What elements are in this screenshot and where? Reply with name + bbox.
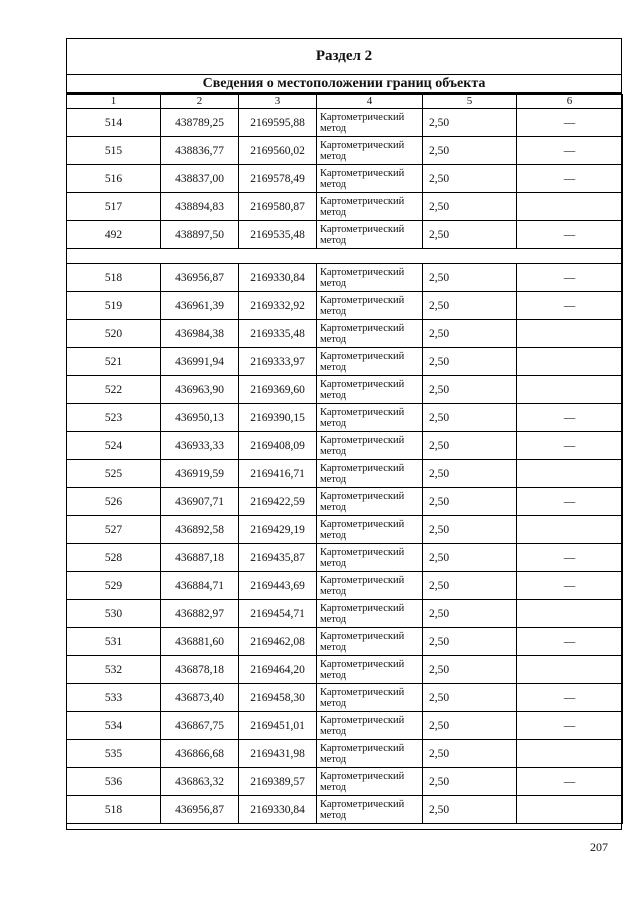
cell-y-coordinate: 2169578,49 xyxy=(239,165,317,193)
cell-y-coordinate: 2169330,84 xyxy=(239,796,317,824)
cell-point-number: 525 xyxy=(67,460,161,488)
cell-x-coordinate: 436907,71 xyxy=(161,488,239,516)
cell-accuracy: 2,50 xyxy=(423,109,517,137)
cell-method: Картометрический метод xyxy=(317,656,423,684)
cell-x-coordinate: 436881,60 xyxy=(161,628,239,656)
cell-note: — xyxy=(517,292,623,320)
cell-method: Картометрический метод xyxy=(317,221,423,249)
section-subtitle: Сведения о местоположении границ объекта xyxy=(66,74,622,94)
cell-y-coordinate: 2169458,30 xyxy=(239,684,317,712)
cell-y-coordinate: 2169390,15 xyxy=(239,404,317,432)
cell-note xyxy=(517,516,623,544)
table-row xyxy=(67,796,623,824)
cell-note xyxy=(517,348,623,376)
cell-y-coordinate: 2169462,08 xyxy=(239,628,317,656)
cell-x-coordinate: 436956,87 xyxy=(161,796,239,824)
table-row xyxy=(67,376,623,404)
cell-y-coordinate: 2169435,87 xyxy=(239,544,317,572)
cell-x-coordinate: 438897,50 xyxy=(161,221,239,249)
cell-x-coordinate: 436956,87 xyxy=(161,264,239,292)
cell-y-coordinate: 2169332,92 xyxy=(239,292,317,320)
cell-note xyxy=(517,376,623,404)
cell-x-coordinate: 438894,83 xyxy=(161,193,239,221)
table-row xyxy=(67,600,623,628)
cell-x-coordinate: 438836,77 xyxy=(161,137,239,165)
cell-point-number: 522 xyxy=(67,376,161,404)
cell-point-number: 523 xyxy=(67,404,161,432)
cell-note xyxy=(517,600,623,628)
cell-point-number: 516 xyxy=(67,165,161,193)
column-header-4: 4 xyxy=(317,95,423,109)
table-row xyxy=(67,320,623,348)
cell-accuracy: 2,50 xyxy=(423,684,517,712)
cell-method: Картометрический метод xyxy=(317,432,423,460)
cell-x-coordinate: 436919,59 xyxy=(161,460,239,488)
cell-accuracy: 2,50 xyxy=(423,376,517,404)
cell-y-coordinate: 2169443,69 xyxy=(239,572,317,600)
cell-method: Картометрический метод xyxy=(317,109,423,137)
cell-method: Картометрический метод xyxy=(317,292,423,320)
cell-y-coordinate: 2169416,71 xyxy=(239,460,317,488)
table-row xyxy=(67,432,623,460)
cell-x-coordinate: 436863,32 xyxy=(161,768,239,796)
cell-accuracy: 2,50 xyxy=(423,544,517,572)
cell-point-number: 492 xyxy=(67,221,161,249)
column-header-1: 1 xyxy=(67,95,161,109)
table-row xyxy=(67,460,623,488)
cell-method: Картометрический метод xyxy=(317,600,423,628)
cell-note: — xyxy=(517,221,623,249)
cell-accuracy: 2,50 xyxy=(423,600,517,628)
cell-note: — xyxy=(517,264,623,292)
cell-accuracy: 2,50 xyxy=(423,221,517,249)
table-row xyxy=(67,165,623,193)
cell-accuracy: 2,50 xyxy=(423,796,517,824)
cell-note: — xyxy=(517,404,623,432)
column-header-2: 2 xyxy=(161,95,239,109)
cell-method: Картометрический метод xyxy=(317,488,423,516)
cell-y-coordinate: 2169560,02 xyxy=(239,137,317,165)
cell-y-coordinate: 2169389,57 xyxy=(239,768,317,796)
cell-accuracy: 2,50 xyxy=(423,628,517,656)
cell-method: Картометрический метод xyxy=(317,165,423,193)
cell-x-coordinate: 436961,39 xyxy=(161,292,239,320)
cell-note: — xyxy=(517,712,623,740)
table-row xyxy=(67,109,623,137)
cell-accuracy: 2,50 xyxy=(423,348,517,376)
cell-method: Картометрический метод xyxy=(317,137,423,165)
cell-method: Картометрический метод xyxy=(317,460,423,488)
cell-note: — xyxy=(517,165,623,193)
cell-accuracy: 2,50 xyxy=(423,712,517,740)
boundary-coordinates-table xyxy=(66,94,623,824)
cell-y-coordinate: 2169431,98 xyxy=(239,740,317,768)
cell-note: — xyxy=(517,109,623,137)
separator-row xyxy=(67,249,623,264)
cell-method: Картометрический метод xyxy=(317,572,423,600)
table-row xyxy=(67,628,623,656)
cell-accuracy: 2,50 xyxy=(423,165,517,193)
cell-x-coordinate: 436866,68 xyxy=(161,740,239,768)
cell-accuracy: 2,50 xyxy=(423,292,517,320)
cell-y-coordinate: 2169595,88 xyxy=(239,109,317,137)
cell-note xyxy=(517,193,623,221)
cell-point-number: 521 xyxy=(67,348,161,376)
cell-method: Картометрический метод xyxy=(317,768,423,796)
cell-x-coordinate: 436984,38 xyxy=(161,320,239,348)
cell-point-number: 528 xyxy=(67,544,161,572)
page-number: 207 xyxy=(590,840,608,854)
cell-accuracy: 2,50 xyxy=(423,488,517,516)
cell-note xyxy=(517,320,623,348)
separator-cell xyxy=(67,249,623,264)
cell-note: — xyxy=(517,432,623,460)
cell-x-coordinate: 436991,94 xyxy=(161,348,239,376)
table-row xyxy=(67,292,623,320)
cell-x-coordinate: 436867,75 xyxy=(161,712,239,740)
cell-point-number: 526 xyxy=(67,488,161,516)
table-row xyxy=(67,516,623,544)
column-header-5: 5 xyxy=(423,95,517,109)
table-row xyxy=(67,656,623,684)
cell-point-number: 536 xyxy=(67,768,161,796)
table-row xyxy=(67,404,623,432)
cell-point-number: 524 xyxy=(67,432,161,460)
table-row xyxy=(67,572,623,600)
cell-point-number: 514 xyxy=(67,109,161,137)
cell-point-number: 527 xyxy=(67,516,161,544)
cell-method: Картометрический метод xyxy=(317,348,423,376)
cell-y-coordinate: 2169330,84 xyxy=(239,264,317,292)
cell-method: Картометрический метод xyxy=(317,264,423,292)
cell-note xyxy=(517,740,623,768)
cell-accuracy: 2,50 xyxy=(423,320,517,348)
cell-point-number: 532 xyxy=(67,656,161,684)
cell-accuracy: 2,50 xyxy=(423,768,517,796)
cell-note xyxy=(517,656,623,684)
cell-y-coordinate: 2169429,19 xyxy=(239,516,317,544)
table-body xyxy=(67,109,623,824)
cell-y-coordinate: 2169451,01 xyxy=(239,712,317,740)
cell-point-number: 520 xyxy=(67,320,161,348)
cell-method: Картометрический метод xyxy=(317,712,423,740)
cell-x-coordinate: 436950,13 xyxy=(161,404,239,432)
cell-method: Картометрический метод xyxy=(317,684,423,712)
cell-x-coordinate: 438789,25 xyxy=(161,109,239,137)
cell-point-number: 518 xyxy=(67,264,161,292)
cell-accuracy: 2,50 xyxy=(423,193,517,221)
table-row xyxy=(67,684,623,712)
section-title: Раздел 2 xyxy=(66,38,622,74)
cell-point-number: 515 xyxy=(67,137,161,165)
cell-point-number: 530 xyxy=(67,600,161,628)
cell-accuracy: 2,50 xyxy=(423,740,517,768)
cell-point-number: 535 xyxy=(67,740,161,768)
cell-point-number: 518 xyxy=(67,796,161,824)
cell-y-coordinate: 2169422,59 xyxy=(239,488,317,516)
cell-point-number: 533 xyxy=(67,684,161,712)
cell-accuracy: 2,50 xyxy=(423,516,517,544)
cell-method: Картометрический метод xyxy=(317,628,423,656)
table-row xyxy=(67,137,623,165)
table-row xyxy=(67,221,623,249)
table-row xyxy=(67,712,623,740)
cell-note: — xyxy=(517,488,623,516)
cell-note xyxy=(517,460,623,488)
cell-x-coordinate: 438837,00 xyxy=(161,165,239,193)
table-row xyxy=(67,544,623,572)
cell-accuracy: 2,50 xyxy=(423,432,517,460)
cell-x-coordinate: 436933,33 xyxy=(161,432,239,460)
cell-note: — xyxy=(517,572,623,600)
column-header-3: 3 xyxy=(239,95,317,109)
cell-method: Картометрический метод xyxy=(317,193,423,221)
cell-point-number: 531 xyxy=(67,628,161,656)
cell-x-coordinate: 436963,90 xyxy=(161,376,239,404)
cell-x-coordinate: 436882,97 xyxy=(161,600,239,628)
column-number-row xyxy=(67,95,623,109)
cell-note: — xyxy=(517,768,623,796)
table-row xyxy=(67,193,623,221)
cell-point-number: 534 xyxy=(67,712,161,740)
cell-note xyxy=(517,796,623,824)
cell-y-coordinate: 2169369,60 xyxy=(239,376,317,404)
column-header-6: 6 xyxy=(517,95,623,109)
cell-point-number: 517 xyxy=(67,193,161,221)
cell-x-coordinate: 436892,58 xyxy=(161,516,239,544)
cell-accuracy: 2,50 xyxy=(423,404,517,432)
cell-accuracy: 2,50 xyxy=(423,460,517,488)
cell-accuracy: 2,50 xyxy=(423,656,517,684)
cell-method: Картометрический метод xyxy=(317,544,423,572)
table-row xyxy=(67,264,623,292)
cell-y-coordinate: 2169408,09 xyxy=(239,432,317,460)
cell-x-coordinate: 436878,18 xyxy=(161,656,239,684)
cell-point-number: 529 xyxy=(67,572,161,600)
table-row xyxy=(67,768,623,796)
cell-x-coordinate: 436873,40 xyxy=(161,684,239,712)
cell-note: — xyxy=(517,544,623,572)
cell-method: Картометрический метод xyxy=(317,740,423,768)
cell-x-coordinate: 436884,71 xyxy=(161,572,239,600)
table-row xyxy=(67,488,623,516)
cell-note: — xyxy=(517,628,623,656)
cell-x-coordinate: 436887,18 xyxy=(161,544,239,572)
cell-y-coordinate: 2169335,48 xyxy=(239,320,317,348)
cell-method: Картометрический метод xyxy=(317,320,423,348)
cell-method: Картометрический метод xyxy=(317,376,423,404)
cell-method: Картометрический метод xyxy=(317,516,423,544)
cell-point-number: 519 xyxy=(67,292,161,320)
cell-accuracy: 2,50 xyxy=(423,137,517,165)
cell-method: Картометрический метод xyxy=(317,796,423,824)
table-row xyxy=(67,348,623,376)
cell-method: Картометрический метод xyxy=(317,404,423,432)
cell-y-coordinate: 2169580,87 xyxy=(239,193,317,221)
cell-y-coordinate: 2169535,48 xyxy=(239,221,317,249)
cell-y-coordinate: 2169333,97 xyxy=(239,348,317,376)
table-row xyxy=(67,740,623,768)
cell-accuracy: 2,50 xyxy=(423,264,517,292)
cell-note: — xyxy=(517,684,623,712)
cell-note: — xyxy=(517,137,623,165)
cell-accuracy: 2,50 xyxy=(423,572,517,600)
cell-y-coordinate: 2169464,20 xyxy=(239,656,317,684)
cell-y-coordinate: 2169454,71 xyxy=(239,600,317,628)
